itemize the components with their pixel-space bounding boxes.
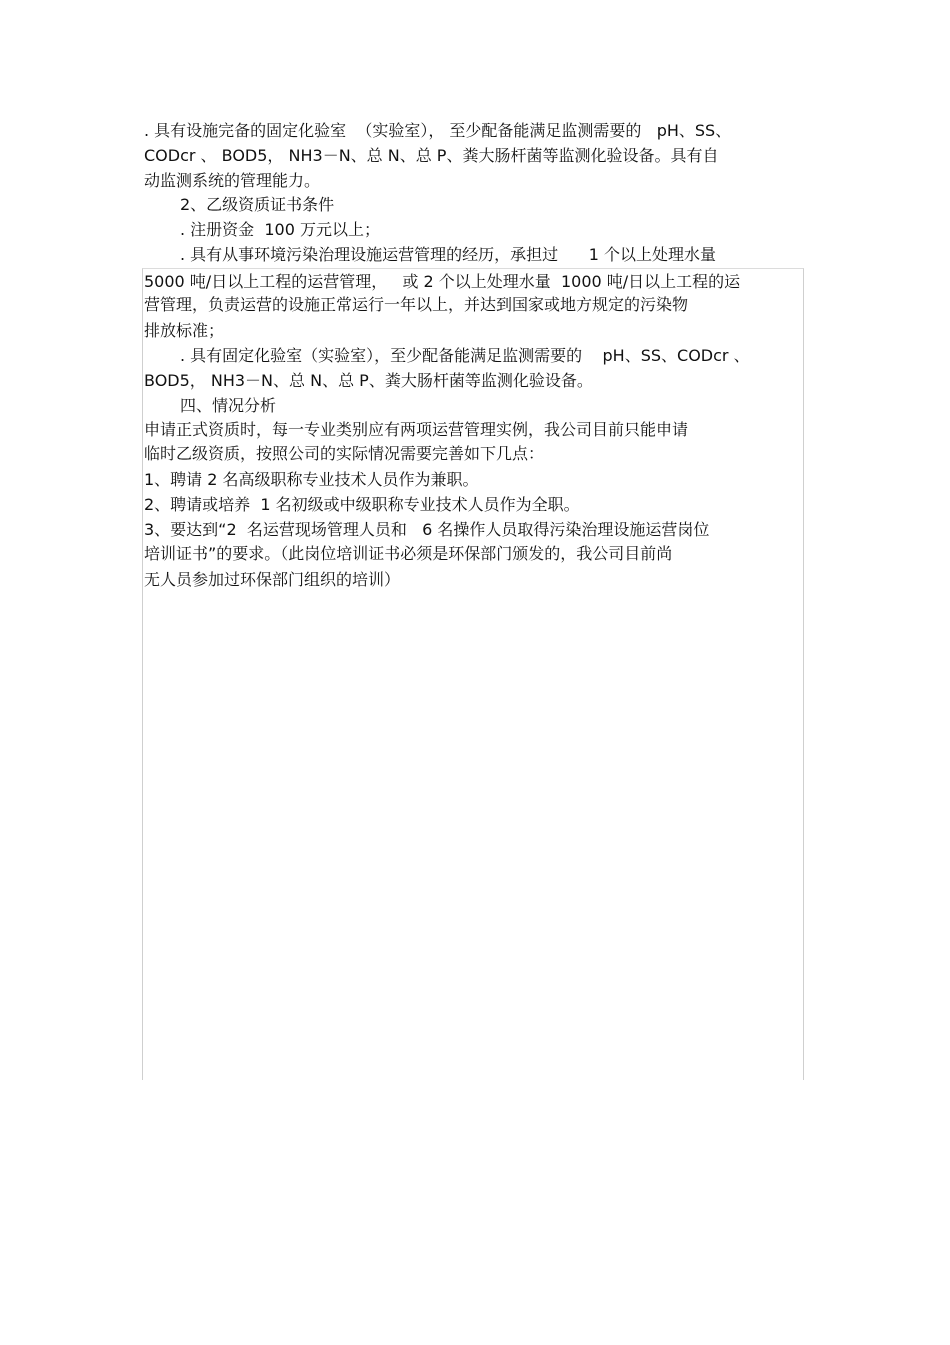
text-line: 申请正式资质时，每一专业类别应有两项运营管理实例，我公司目前只能申请	[144, 420, 689, 439]
section-heading: 2、乙级资质证书条件	[180, 195, 335, 214]
section-heading: 四、情况分析	[180, 396, 277, 415]
list-item: 1、聘请 2 名高级职称专业技术人员作为兼职。	[144, 470, 479, 489]
text-line: 5000 吨/日以上工程的运营管理， 或 2 个以上处理水量 1000 吨/日以上工程的运	[144, 272, 741, 291]
text-line: . 具有从事环境污染治理设施运营管理的经历，承担过 1 个以上处理水量	[180, 245, 716, 264]
text-line: 营管理，负责运营的设施正常运行一年以上，并达到国家或地方规定的污染物	[144, 295, 689, 314]
text-line: . 注册资金 100 万元以上；	[180, 220, 380, 239]
text-line: 临时乙级资质，按照公司的实际情况需要完善如下几点：	[144, 444, 545, 463]
text-line: CODcr 、 BOD5， NH3－N、总 N、总 P、粪大肠杆菌等监测化验设备。具有自	[144, 146, 719, 165]
text-line: 排放标准；	[144, 321, 225, 340]
list-item: 3、要达到“2 名运营现场管理人员和 6 名操作人员取得污染治理设施运营岗位	[144, 520, 710, 539]
text-line: . 具有设施完备的固定化验室 （实验室）， 至少配备能满足监测需要的 pH、SS、	[144, 121, 732, 140]
text-line: 动监测系统的管理能力。	[144, 171, 321, 190]
text-line: . 具有固定化验室（实验室），至少配备能满足监测需要的 pH、SS、CODcr 、	[180, 346, 750, 365]
list-item: 2、聘请或培养 1 名初级或中级职称专业技术人员作为全职。	[144, 495, 580, 514]
text-line: BOD5， NH3－N、总 N、总 P、粪大肠杆菌等监测化验设备。	[144, 371, 593, 390]
text-line: 无人员参加过环保部门组织的培训）	[144, 570, 401, 589]
text-line: 培训证书”的要求。（此岗位培训证书必须是环保部门颁发的，我公司目前尚	[144, 544, 673, 563]
